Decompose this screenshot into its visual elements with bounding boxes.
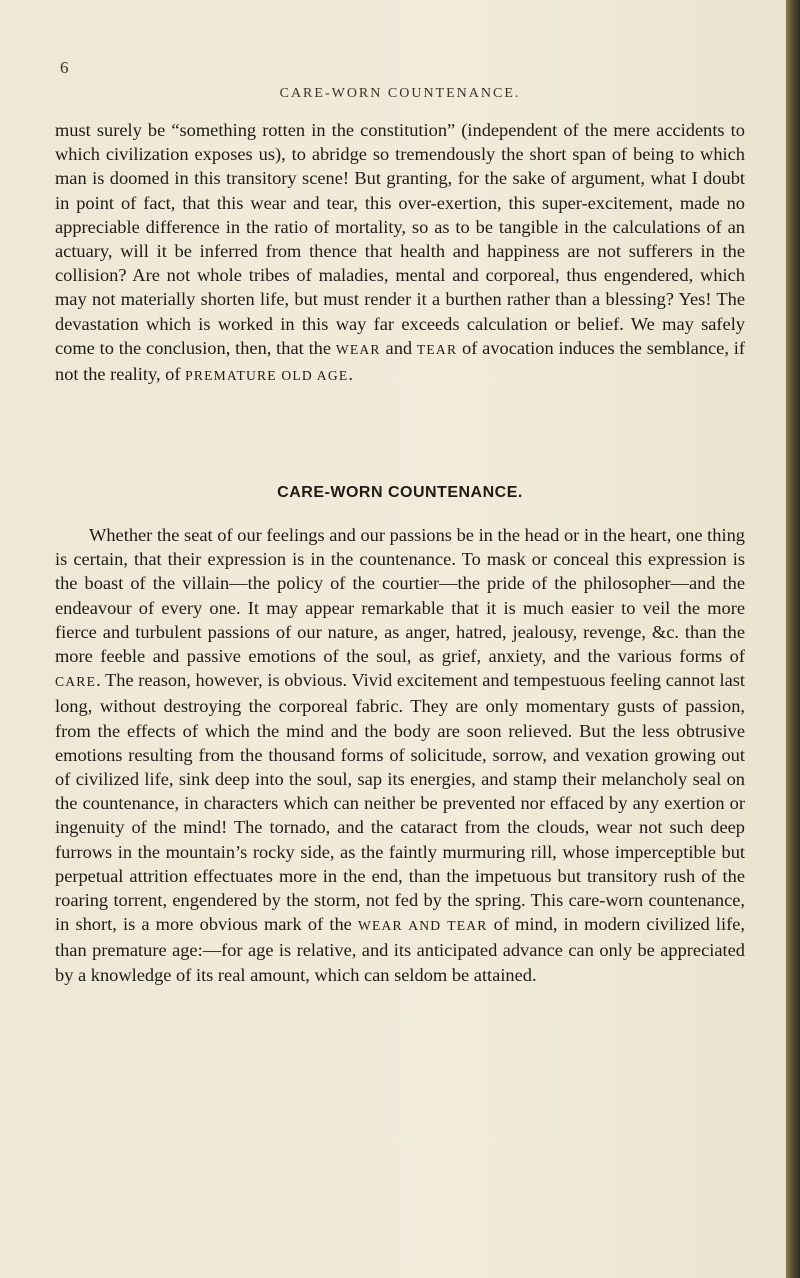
page-edge-shadow: [786, 0, 800, 1278]
running-head: CARE-WORN COUNTENANCE.: [279, 86, 521, 101]
small-caps-premature-old-age: PREMATURE OLD AGE: [185, 368, 349, 384]
small-caps-tear: TEAR: [416, 341, 458, 357]
small-caps-care: CARE: [55, 674, 97, 690]
small-caps-wear: WEAR: [335, 341, 381, 357]
continued-paragraph: [55, 118, 745, 388]
paragraph-text: of avocation induces the semblance, if not the reality, of: [55, 337, 745, 385]
paragraph-text: .: [348, 364, 353, 385]
section-heading: CARE-WORN COUNTENANCE.: [277, 484, 523, 501]
paragraph-text: Whether the seat of our feelings and our passions be in the head or in the heart, one thing is certain, that their expression is in the countenance. To mask or conceal this expression is the boast of the villain—the policy of the courtier—the pride of the philosopher—and the endeavour of every one. It may appear remarkable that it is much easier to veil the more fierce and turbulent passions of our nature, as anger, hatred, jealousy, revenge, &c. than the more feeble and passive emotions of the soul, as grief, anxiety, and the various forms of: [55, 525, 745, 667]
page-number: 6: [60, 58, 69, 77]
paragraph-text: of mind, in modern civilized life, than premature age:—for age is relative, and its anticipated advance can only be appreciated by a knowledge of its real amount, which can seldom be attained.: [55, 914, 745, 985]
section-paragraph: [55, 523, 745, 987]
paragraph-text: must surely be “something rotten in the constitution” (independent of the mere accidents to which civilization exposes us), to abridge so tremendously the short span of being to which man is doomed in this transitory scene! But granting, for the sake of argument, what I doubt in point of fact, that this wear and tear, this over-exertion, this super-excitement, made no appreciable difference in the ratio of mortality, so as to be tangible in the calculations of an actuary, will it be inferred from thence that health and happiness are not sufferers in the collision? Are not whole tribes of maladies, mental and corporeal, thus engendered, which may not materially shorten life, but must render it a burthen rather than a blessing? Yes! The devastation which is worked in this way far exceeds calculation or belief. We may safely come to the conclusion, then, that the: [55, 120, 745, 358]
paragraph-text: . The reason, however, is obvious. Vivid excitement and tempestuous feeling cannot last long, without destroying the corporeal fabric. They are only momentary gusts of passion, from the effects of which the mind and the body are soon relieved. But the less obtrusive emotions resulting from the thousand forms of solicitude, sorrow, and vexation growing out of civilized life, sink deep into the soul, sap its energies, and stamp their melancholy seal on the countenance, in characters which can neither be prevented nor effaced by any exertion or ingenuity of the mind! The tornado, and the cataract from the clouds, wear not such deep furrows in the mountain’s rocky side, as the faintly murmuring rill, whose imperceptible but perpetual attrition effectuates more in the end, than the impetuous but transitory rush of the roaring torrent, engendered by the storm, not fed by the spring. This care-worn countenance, in short, is a more obvious mark of the: [55, 670, 745, 935]
paragraph-text: and: [380, 337, 417, 358]
small-caps-wear-and-tear: WEAR AND TEAR: [357, 918, 488, 934]
